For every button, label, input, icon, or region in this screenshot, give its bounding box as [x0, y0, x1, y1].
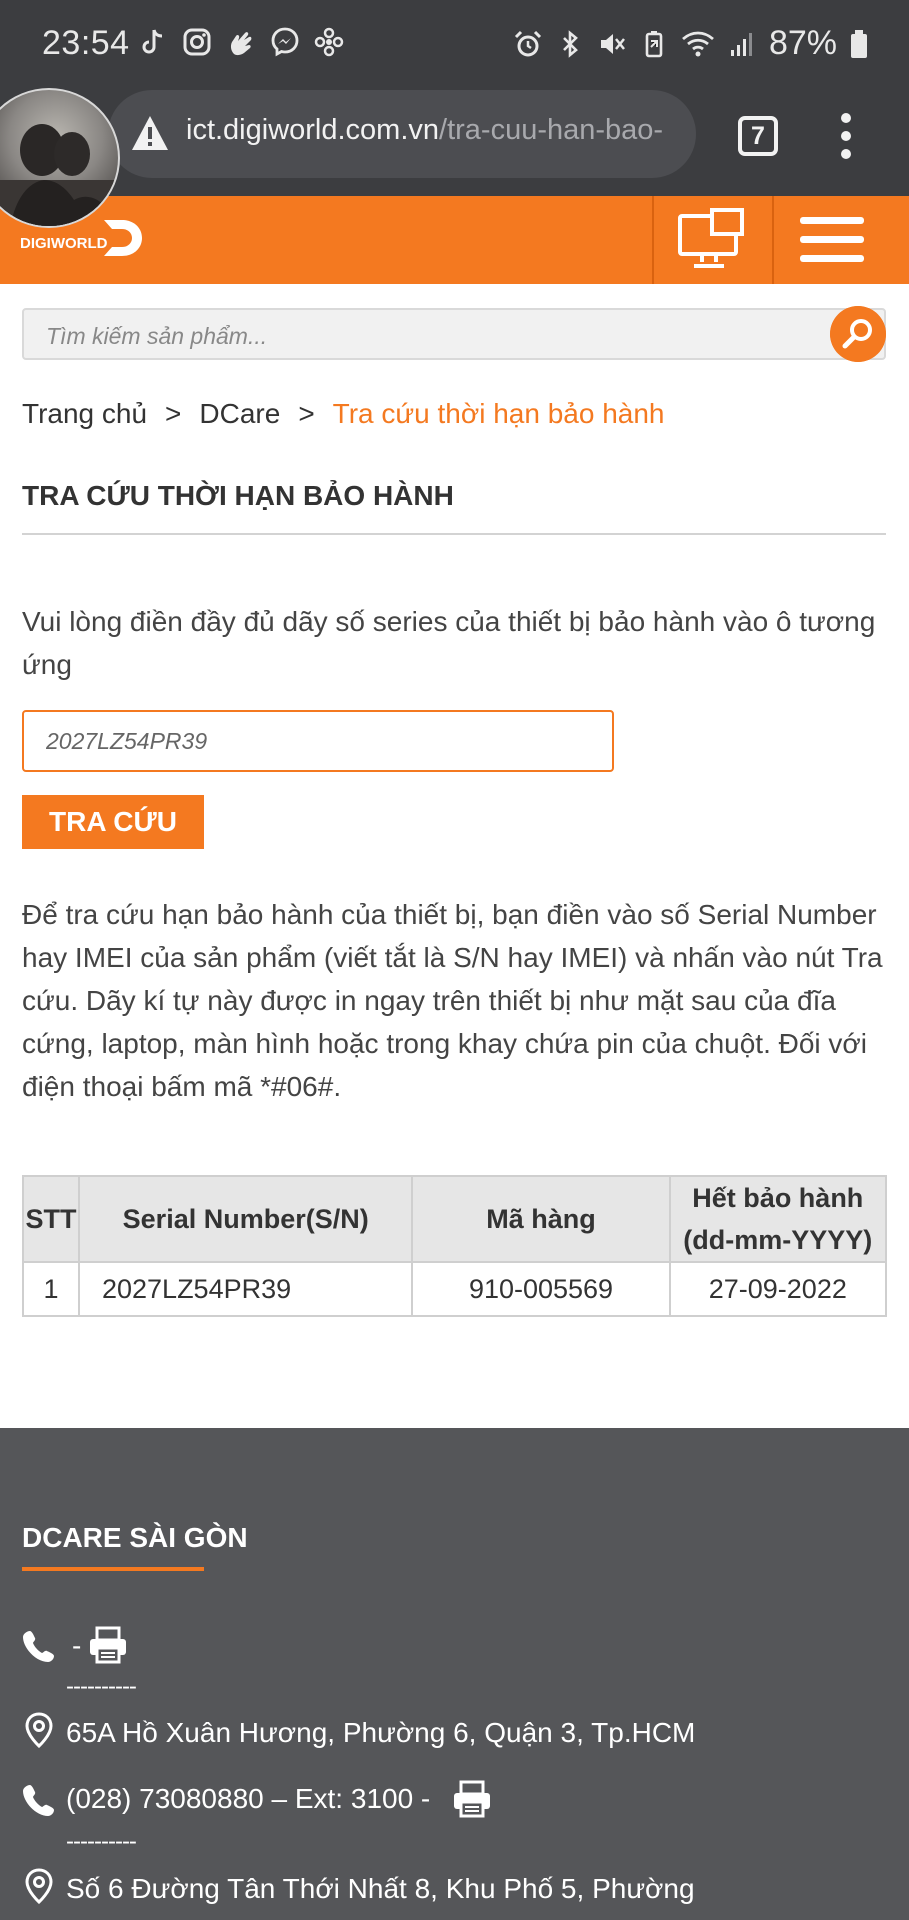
column-header-product-code: Mã hàng [412, 1176, 669, 1262]
column-header-serial: Serial Number(S/N) [79, 1176, 412, 1262]
url-path: /tra-cuu-han-bao- [439, 114, 664, 146]
breadcrumb [22, 398, 665, 430]
url-text[interactable] [186, 114, 676, 154]
search-box [22, 308, 886, 360]
table-header-row [23, 1176, 886, 1262]
footer [0, 1428, 909, 1920]
location-icon [22, 1712, 56, 1748]
signal-icon [727, 28, 757, 60]
fax-icon [88, 1626, 128, 1664]
tiktok-icon [138, 26, 168, 58]
status-bar [0, 0, 909, 88]
battery-percent: 87% [768, 24, 837, 62]
pinwheel-icon [314, 26, 344, 58]
cell-product-code: 910-005569 [412, 1262, 669, 1316]
search-icon[interactable] [830, 306, 886, 362]
footer-title-underline [22, 1567, 204, 1571]
column-header-stt: STT [23, 1176, 79, 1262]
header-divider [652, 196, 654, 284]
table-row [23, 1262, 886, 1316]
phone-icon [22, 1782, 56, 1818]
cell-warranty-end: 27-09-2022 [670, 1262, 886, 1316]
browser-toolbar [0, 88, 909, 196]
address-bar[interactable] [108, 90, 696, 178]
serial-number-input[interactable] [22, 710, 614, 772]
hamburger-menu-icon[interactable] [798, 214, 866, 266]
page-title: TRA CỨU THỜI HẠN BẢO HÀNH [22, 480, 454, 511]
system-icons [513, 24, 869, 63]
hand-icon [226, 26, 256, 58]
warning-icon[interactable] [130, 114, 170, 152]
address-1-text: 65A Hồ Xuân Hương, Phường 6, Quận 3, Tp.HCM [66, 1717, 696, 1748]
breadcrumb-separator: > [165, 398, 182, 429]
phone-2-text: (028) 73080880 – Ext: 3100 - [66, 1783, 431, 1814]
wifi-icon [681, 28, 715, 60]
phone-icon [22, 1628, 56, 1664]
location-icon [22, 1868, 56, 1904]
help-text: Để tra cứu hạn bảo hành của thiết bị, bạn điền vào số Serial Number hay IMEI của sản phẩm (viết tắt là S/N hay IMEI) và nhấn vào nút Tra cứu. Dãy kí tự này được in ngay trên thiết bị như mặt sau của đĩa cứng, laptop, màn hình hoặc trong khay chứa pin của chuột. Đối với điện thoại bấm mã *#06#. [22, 899, 883, 1102]
bluetooth-icon [555, 28, 585, 60]
column-header-warranty-end: Hết bảo hành (dd-mm-YYYY) [670, 1176, 886, 1262]
header-divider [772, 196, 774, 284]
cell-stt: 1 [23, 1262, 79, 1316]
fax-icon [452, 1780, 492, 1818]
messenger-icon [270, 26, 300, 58]
warranty-result-table [22, 1175, 887, 1317]
battery-icon [849, 28, 869, 60]
mute-icon [597, 28, 627, 60]
phone-1-text: - [72, 1630, 82, 1661]
instagram-icon [182, 26, 212, 58]
lookup-button[interactable]: TRA CỨU [22, 795, 204, 849]
address-2-text: Số 6 Đường Tân Thới Nhất 8, Khu Phố 5, Phường [66, 1873, 695, 1904]
intro-text: Vui lòng điền đầy đủ dãy số series của thiết bị bảo hành vào ô tương ứng [22, 606, 876, 680]
footer-title: DCARE SÀI GÒN [22, 1522, 248, 1553]
status-time: 23:54 [42, 24, 130, 62]
cell-serial: 2027LZ54PR39 [79, 1262, 412, 1316]
search-input[interactable] [46, 322, 826, 350]
battery-saver-icon [639, 28, 669, 60]
logo-text: DIGIWORLD [20, 235, 108, 252]
breadcrumb-separator: > [298, 398, 315, 429]
breadcrumb-home[interactable]: Trang chủ [22, 398, 148, 429]
site-header [0, 196, 909, 284]
footer-dashes: ---------- [66, 1673, 136, 1700]
breadcrumb-current: Tra cứu thời hạn bảo hành [332, 398, 665, 429]
footer-dashes: ---------- [66, 1828, 136, 1855]
title-divider [22, 533, 886, 535]
url-host: ict.digiworld.com.vn [186, 114, 440, 146]
notification-icons [138, 26, 344, 58]
breadcrumb-dcare[interactable]: DCare [199, 398, 281, 429]
alarm-icon [513, 28, 543, 60]
tab-switcher-button[interactable]: 7 [738, 116, 778, 156]
more-options-icon[interactable] [836, 108, 856, 164]
monitor-icon[interactable] [676, 208, 748, 272]
